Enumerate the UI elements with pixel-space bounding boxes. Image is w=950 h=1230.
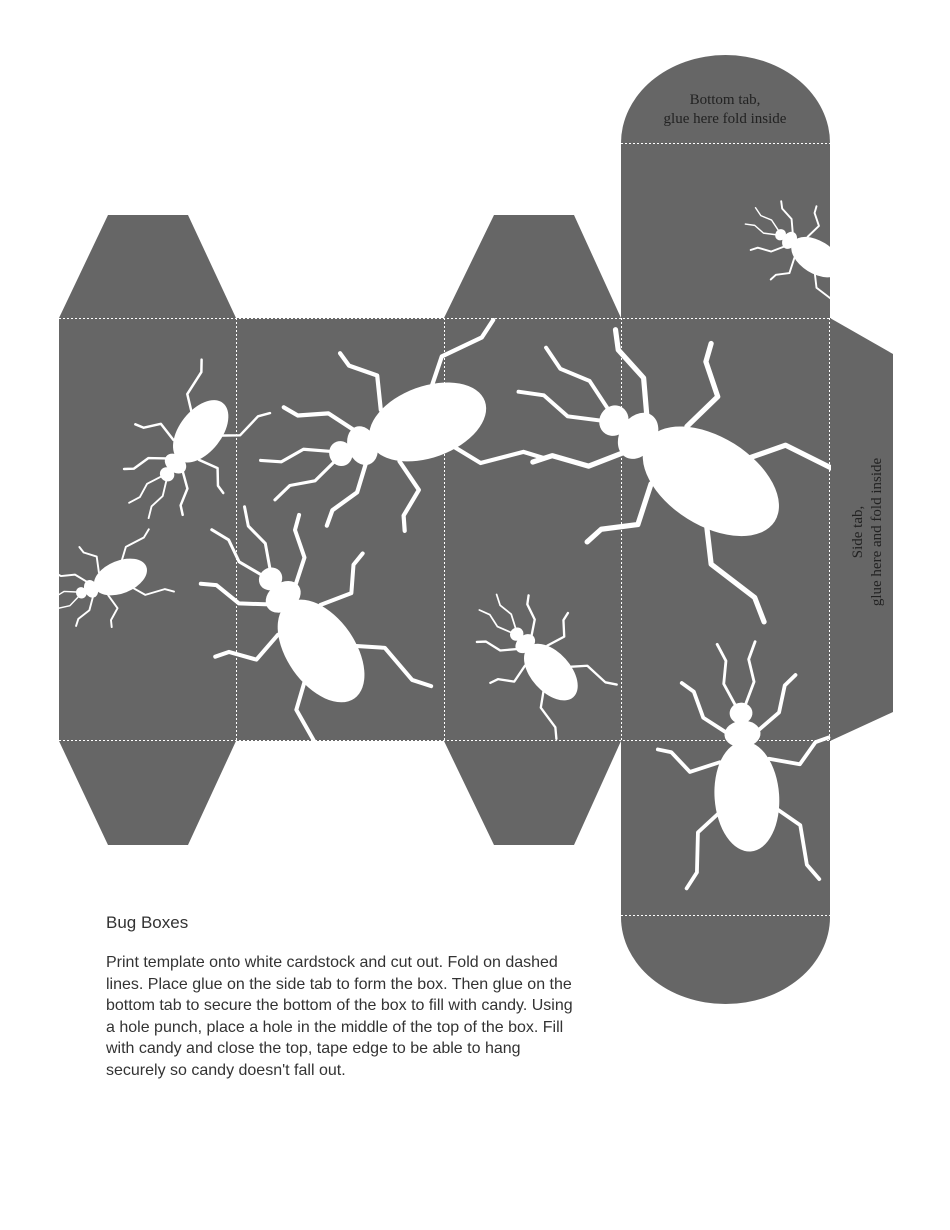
top-flap-middle xyxy=(444,215,621,318)
top-flap-left xyxy=(59,215,236,318)
bottom-tab-label-line2: glue here fold inside xyxy=(663,111,787,127)
instructions xyxy=(106,910,576,1081)
instructions-title: Bug Boxes xyxy=(106,913,189,932)
bottom-flap-middle xyxy=(444,741,621,845)
bottom-lid-tab xyxy=(621,915,830,1004)
side-tab-label-line2: glue here and fold inside xyxy=(869,457,885,607)
instructions-body: Print template onto white cardstock and cut out. Fold on dashed lines. Place glue on the side tab to form the box. Then glue on the bottom tab to secure the bottom of the box to fill with candy. Using a hole punch, place a hole in the middle of the top of the box. Fill with candy and close the top, tape edge to be able to hang securely so candy doesn't fall out. xyxy=(106,954,573,1079)
side-tab-label-line1: Side tab, xyxy=(850,505,866,559)
top-panel xyxy=(621,143,830,319)
template-panels xyxy=(59,55,893,1004)
bottom-flap-left xyxy=(59,741,236,845)
bottom-tab-label-line1: Bottom tab, xyxy=(689,92,761,108)
